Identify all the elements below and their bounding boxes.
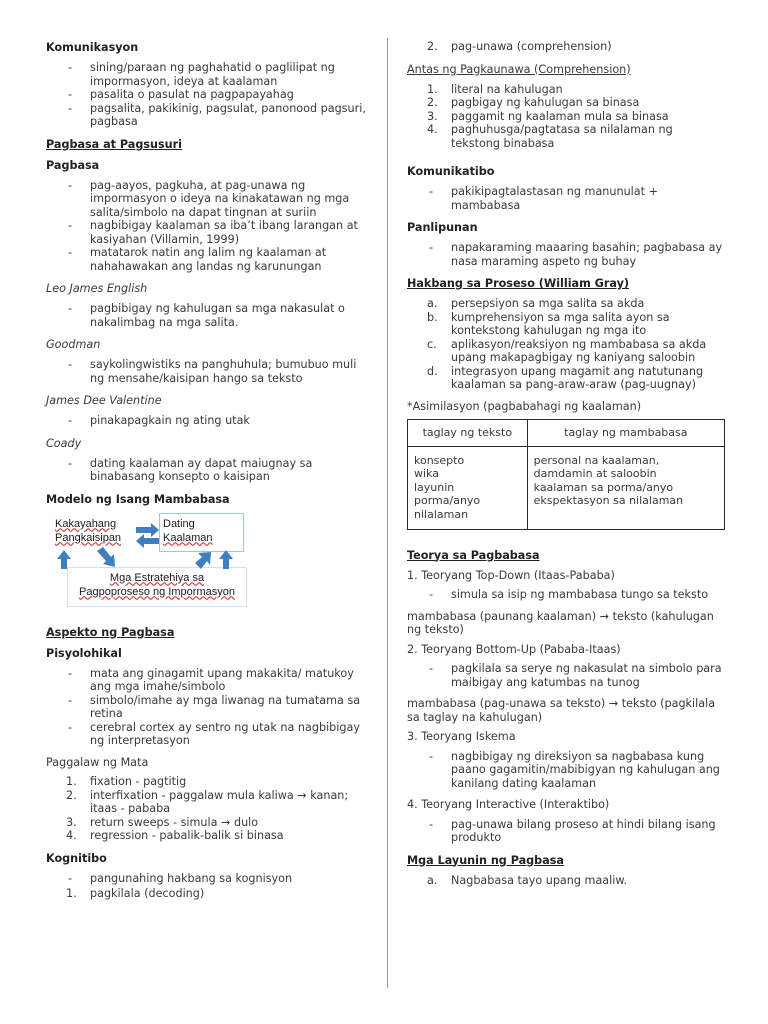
list-item: d. integrasyon upang magamit ang natutunang kaalaman sa pang-araw-araw (pag-uugnay) xyxy=(427,364,704,391)
list-item: 1. fixation - pagtitig xyxy=(66,775,187,788)
author-leo-james-english: Leo James English xyxy=(46,282,148,295)
arrow-up-icon xyxy=(57,550,71,569)
diagram-arrows xyxy=(51,513,266,573)
definition-list xyxy=(46,457,368,484)
list-item: a. Nagbabasa tayo upang maaliw. xyxy=(427,873,628,887)
author-james-dee-valentine: James Dee Valentine xyxy=(46,394,162,407)
box-mga-estratehiya: Mga Estratehiya sa Pagpoproseso ng Impormasyon xyxy=(67,567,247,607)
definition-list xyxy=(46,302,368,329)
teorya-iskema: 3. Teoryang Iskema xyxy=(407,730,516,743)
reader-model-diagram xyxy=(51,513,266,607)
list-item: - nagbibigay ng direksiyon sa nagbabasa kung paano gagamitin/mabibigyan ng kahulugan ang kanilang dating kaalaman xyxy=(429,749,720,790)
list-item: - pagkilala sa serye ng nakasulat na simbolo para maibigay ang katumbas na tunog xyxy=(429,662,722,689)
asimilasyon-note: *Asimilasyon (pagbabahagi ng kaalaman) xyxy=(407,399,642,413)
list-item: - pasalita o pasulat na pagpapayahag xyxy=(68,88,294,101)
heading-modelo: Modelo ng Isang Mambabasa xyxy=(46,492,230,506)
left-column xyxy=(46,40,368,909)
arrow-up-icon xyxy=(219,550,233,569)
teorya-list xyxy=(407,662,725,689)
table-header-row xyxy=(408,420,725,447)
teorya-list xyxy=(407,588,725,602)
heading-pagbasa: Pagbasa xyxy=(46,158,100,172)
list-item: - pakikipagtalastasan ng manunulat + mambabasa xyxy=(429,185,658,212)
kognitibo-steps-continued xyxy=(407,40,725,54)
list-item: 3. paggamit ng kaalaman mula sa binasa xyxy=(427,109,669,123)
list-item: 1. literal na kahulugan xyxy=(427,82,563,96)
list-item: 4. paghuhusga/pagtatasa sa nilalaman ng tekstong binabasa xyxy=(427,123,673,150)
list-item: a. persepsiyon sa mga salita sa akda xyxy=(427,297,645,310)
author-coady: Coady xyxy=(46,436,82,450)
kognitibo-list xyxy=(46,872,368,886)
list-item: 2. pag-unawa (comprehension) xyxy=(427,40,612,53)
panlipunan-list xyxy=(407,241,725,268)
list-item: - nagbibigay kaalaman sa iba’t ibang larangan at kasiyahan (Villamin, 1999) xyxy=(68,219,358,246)
arrow-up-left-icon xyxy=(195,552,211,569)
list-item: - napakaraming maaaring basahin; pagbabasa ay nasa maraming aspeto ng buhay xyxy=(429,241,723,268)
list-item: - pangunahing hakbang sa kognisyon xyxy=(68,871,293,885)
list-item: - pagsalita, pakikinig, pagsulat, panonood pagsuri, pagbasa xyxy=(68,101,366,128)
teorya-list xyxy=(407,818,725,845)
heading-kognitibo: Kognitibo xyxy=(46,851,107,865)
list-item: 3. return sweeps - simula → dulo xyxy=(66,815,259,829)
list-item: - simula sa isip ng mambabasa tungo sa teksto xyxy=(429,588,709,601)
heading-aspekto: Aspekto ng Pagbasa xyxy=(46,625,175,639)
heading-hakbang-sa-proseso: Hakbang sa Proseso (William Gray) xyxy=(407,277,629,290)
arrow-down-right-icon xyxy=(97,547,115,567)
hakbang-list xyxy=(407,297,725,392)
list-item: c. aplikasyon/reaksiyon ng mambabasa sa akda upang makapagbigay ng kaniyang saloobin xyxy=(427,337,707,364)
heading-panlipunan: Panlipunan xyxy=(407,221,478,234)
table-header: taglay ng mambabasa xyxy=(527,420,724,447)
list-item: b. kumprehensiyon sa mga salita ayon sa kontekstong kahulugan ng mga ito xyxy=(427,310,670,337)
komunikatibo-list xyxy=(407,185,725,212)
heading-komunikasyon: Komunikasyon xyxy=(46,41,139,54)
taglay-table xyxy=(407,419,725,530)
table-header: taglay ng teksto xyxy=(408,420,528,447)
box-kakayahang-pangkaisipan: Kakayahang Pangkaisipan xyxy=(51,513,138,552)
pagbasa-list xyxy=(46,179,368,274)
teorya-top-down: 1. Teoryang Top-Down (Itaas-Pababa) xyxy=(407,568,615,582)
teorya-interactive: 4. Teoryang Interactive (Interaktibo) xyxy=(407,798,610,811)
list-item: - sining/paraan ng paghahatid o paglilipat ng impormasyon, ideya at kaalaman xyxy=(68,61,335,88)
table-row xyxy=(408,446,725,529)
definition-list xyxy=(46,414,368,428)
list-item: - mata ang ginagamit upang makakita/ matukoy ang mga imahe/simbolo xyxy=(68,666,354,693)
list-item: - cerebral cortex ay sentro ng utak na nagbibigay ng interpretasyon xyxy=(68,720,360,747)
arrow-left-icon xyxy=(136,534,159,548)
column-divider xyxy=(387,38,388,988)
heading-pagbasa-at-pagsusuri: Pagbasa at Pagsusuri xyxy=(46,137,182,151)
heading-paggalaw-ng-mata: Paggalaw ng Mata xyxy=(46,755,149,769)
table-cell-mambabasa: personal na kaalaman, damdamin at saloobin kaalaman sa porma/anyo ekspektasyon sa nilalaman xyxy=(527,446,724,529)
right-column xyxy=(407,40,725,895)
list-item: - pinakapagkain ng ating utak xyxy=(68,414,250,427)
teorya-list xyxy=(407,750,725,791)
heading-teorya: Teorya sa Pagbabasa xyxy=(407,548,540,562)
list-item: 2. pagbigay ng kahulugan sa binasa xyxy=(427,96,640,109)
list-item: - simbolo/imahe ay mga liwanag na tumatama sa retina xyxy=(68,693,361,720)
teorya-flow: mambabasa (pag-unawa sa teksto) → teksto (pagkilala sa taglay na kahulugan) xyxy=(407,697,716,724)
list-item: - matatarok natin ang lalim ng kaalaman at nahahawakan ang landas ng karunungan xyxy=(68,246,327,273)
teorya-bottom-up: 2. Teoryang Bottom-Up (Pababa-Itaas) xyxy=(407,642,621,656)
komunikasyon-list xyxy=(46,61,368,129)
box-dating-kaalaman: Dating Kaalaman xyxy=(159,513,244,552)
list-item: - pagbibigay ng kahulugan sa mga nakasulat o nakalimbag na mga salita. xyxy=(68,302,345,329)
heading-mga-layunin: Mga Layunin ng Pagbasa xyxy=(407,853,564,867)
arrow-right-icon xyxy=(136,523,159,537)
heading-pisyolohikal: Pisyolohikal xyxy=(46,646,122,660)
heading-komunikatibo: Komunikatibo xyxy=(407,165,495,178)
table-cell-teksto: konsepto wika layunin porma/anyo nilalaman xyxy=(408,446,528,529)
list-item: - pag-unawa bilang proseso at hindi bilang isang produkto xyxy=(429,817,716,844)
author-goodman: Goodman xyxy=(46,338,101,351)
list-item: - saykolingwistiks na panghuhula; bumubuo muli ng mensahe/kaisipan hango sa teksto xyxy=(68,358,357,385)
pisyolohikal-list xyxy=(46,667,368,748)
list-item: 2. interfixation - paggalaw mula kaliwa → kanan; itaas - pababa xyxy=(66,788,349,815)
heading-antas-ng-pagkaunawa: Antas ng Pagkaunawa (Comprehension) xyxy=(407,62,631,76)
list-item: 4. regression - pabalik-balik si binasa xyxy=(66,829,284,842)
kognitibo-steps xyxy=(46,887,368,901)
paggalaw-list xyxy=(46,775,368,843)
list-item: - pag-aayos, pagkuha, at pag-unawa ng impormasyon o ideya na kinakatawan ng mga salita/simbolo na dapat tingnan at suriin xyxy=(68,178,350,219)
list-item: 1. pagkilala (decoding) xyxy=(66,887,205,900)
definition-list xyxy=(46,358,368,385)
list-item: - dating kaalaman ay dapat maiugnay sa binabasang konsepto o kaisipan xyxy=(68,456,313,483)
layunin-list xyxy=(407,874,725,888)
teorya-flow: mambabasa (paunang kaalaman) → teksto (kahulugan ng teksto) xyxy=(407,609,714,636)
antas-list xyxy=(407,83,725,151)
